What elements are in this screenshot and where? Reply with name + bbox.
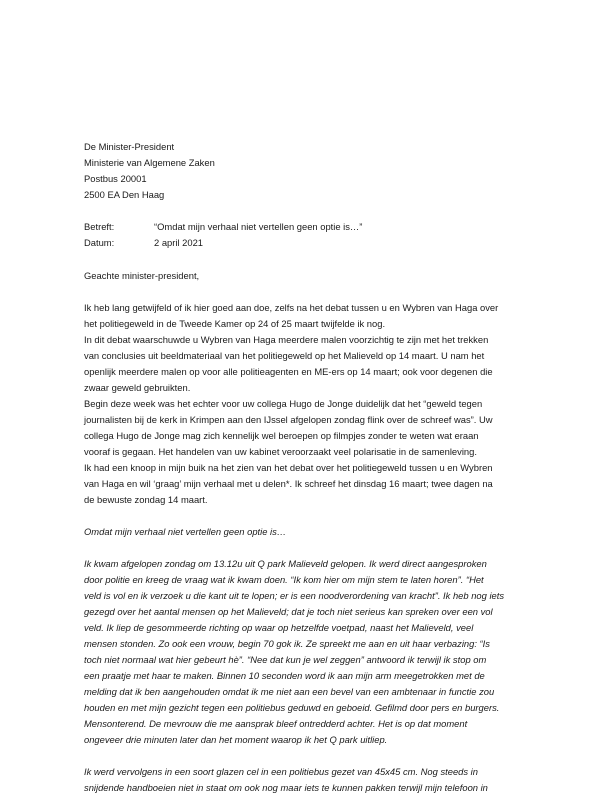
story-line: snijdende handboeien niet in staat om ook nog maar iets te kunnen pakken terwijl mijn telefoon in — [84, 782, 488, 793]
story-line: houden en met mijn gezicht tegen een politiebus geduwd en geboeid. Gefilmd door pers en burgers. — [84, 702, 500, 713]
paragraph-line: Ik heb lang getwijfeld of ik hier goed aan doe, zelfs na het debat tussen u en Wybren van Haga over — [84, 302, 499, 313]
story-line: Ik werd vervolgens in een soort glazen cel in een politiebus gezet van 45x45 cm. Nog steeds in — [84, 766, 478, 777]
story-line: veld. Ik liep de gesommeerde richting op waar op hetzelfde voetpad, naast het Malieveld, veel — [84, 622, 474, 633]
letter-meta — [84, 219, 524, 251]
paragraph-line: zwaar geweld gebruikten. — [84, 382, 191, 393]
salutation: Geachte minister-president, — [84, 270, 200, 281]
subject-label: Betreft: — [84, 221, 115, 232]
paragraph-line: Begin deze week was het echter voor uw collega Hugo de Jonge duidelijk dat het “geweld tegen — [84, 398, 483, 409]
paragraph-line: van conclusies uit beeldmateriaal van het politiegeweld op het Malieveld op 14 maart. U nam het — [84, 350, 485, 361]
address-line: Postbus 20001 — [84, 173, 147, 184]
recipient-address — [84, 139, 524, 203]
date-value: 2 april 2021 — [154, 237, 203, 248]
date-row — [84, 235, 524, 251]
subject-row — [84, 219, 524, 235]
paragraph-line: In dit debat waarschuwde u Wybren van Haga meerdere malen voorzichtig te zijn met het trekken — [84, 334, 489, 345]
story-line: mensen stonden. Zo ook een vrouw, begin 70 gok ik. Ze spreekt me aan en uit haar verbazing: “Is — [84, 638, 490, 649]
paragraph-line: de bewuste zondag 14 maart. — [84, 494, 208, 505]
story-title: Omdat mijn verhaal niet vertellen geen optie is… — [84, 526, 287, 537]
date-label: Datum: — [84, 237, 115, 248]
story-line: een praatje met haar te maken. Binnen 10 seconden word ik aan mijn arm meegetrokken met de — [84, 670, 485, 681]
address-line: Ministerie van Algemene Zaken — [84, 157, 215, 168]
story-line: gezegd over het aantal mensen op het Malieveld; dat je toch niet serieus kan spreken over een vol — [84, 606, 493, 617]
paragraph-line: het politiegeweld in de Tweede Kamer op 24 of 25 maart twijfelde ik nog. — [84, 318, 386, 329]
story-line: door politie en kreeg de vraag wat ik kwam doen. “Ik kom hier om mijn stem te laten horen”. “Het — [84, 574, 484, 585]
story-line: veld is vol en ik verzoek u die kant uit te lopen; er is een noodverordening van kracht”. Ik heb nog iets — [84, 590, 505, 601]
address-line: De Minister-President — [84, 141, 175, 152]
paragraph-line: Ik had een knoop in mijn buik na het zien van het debat over het politiegeweld tussen u en Wybren — [84, 462, 493, 473]
paragraph-2 — [84, 460, 524, 508]
story-line: melding dat ik ben aangehouden omdat ik me niet aan een bevel van een ambtenaar in functie zou — [84, 686, 495, 697]
paragraph-line: collega Hugo de Jonge mag zich kennelijk wel beroepen op filmpjes zonder te weten wat eraan — [84, 430, 479, 441]
story-paragraph-2 — [84, 764, 524, 796]
story-paragraph-1 — [84, 556, 524, 748]
story-line: Ik kwam afgelopen zondag om 13.12u uit Q park Malieveld gelopen. Ik werd direct aangesproken — [84, 558, 487, 569]
story-line: Mensonterend. De mevrouw die me aansprak bleef ontredderd achter. Het is op dat moment — [84, 718, 468, 729]
paragraph-line: journalisten bij de kerk in Krimpen aan den IJssel afgelopen zondag flink over de schreef was”. Uw — [84, 414, 493, 425]
subject-value: “Omdat mijn verhaal niet vertellen geen optie is…” — [154, 221, 363, 232]
paragraph-line: openlijk meerdere malen op voor alle politieagenten en ME-ers op 14 maart; ook voor degenen die — [84, 366, 493, 377]
address-line: 2500 EA Den Haag — [84, 189, 165, 200]
paragraph-line: vooraf is gegaan. Het handelen van uw kabinet veroorzaakt veel polarisatie in de samenleving. — [84, 446, 477, 457]
paragraph-1 — [84, 300, 524, 460]
story-line: ongeveer drie minuten later dan het moment waarop ik het Q park uitliep. — [84, 734, 388, 745]
paragraph-line: van Haga en wil ‘graag’ mijn verhaal met u delen*. Ik schreef het dinsdag 16 maart; twee dagen na — [84, 478, 493, 489]
story-line: toch niet normaal wat hier gebeurt hè”. “Nee dat kun je wel zeggen” antwoord ik terwijl ik stop om — [84, 654, 487, 665]
